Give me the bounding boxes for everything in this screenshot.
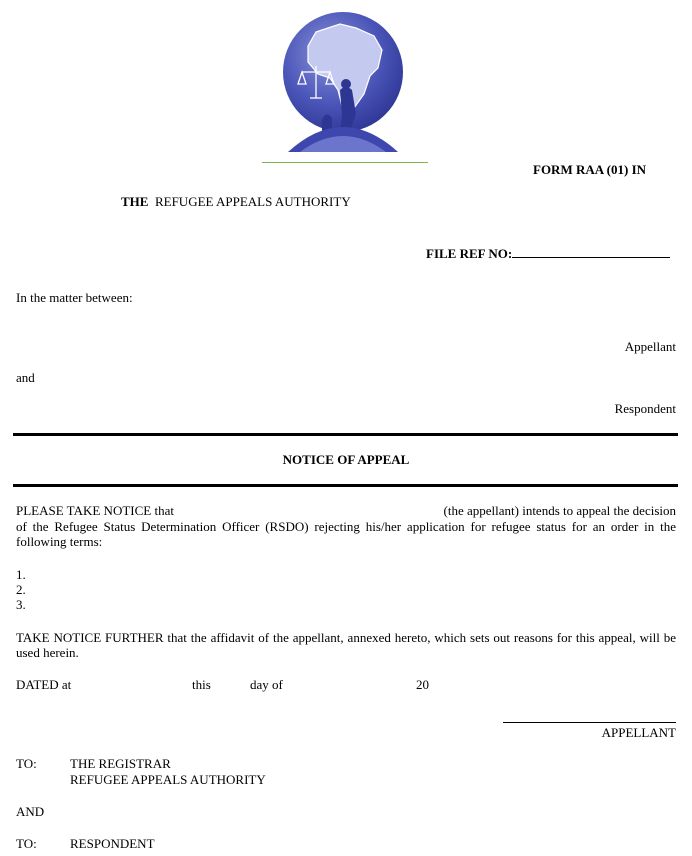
authority-name: REFUGEE APPEALS AUTHORITY	[154, 194, 351, 209]
dated-this: this	[192, 677, 211, 692]
respondent-label: Respondent	[614, 401, 676, 416]
dated-year: 20	[416, 677, 429, 692]
form-code: FORM RAA (01) IN	[533, 162, 647, 177]
divider-bottom	[13, 484, 678, 487]
file-ref-blank[interactable]	[512, 244, 670, 258]
logo-underline	[262, 162, 428, 163]
notice-appellant-clause: (the appellant) intends to appeal the decision	[443, 503, 676, 518]
term-item-3: 3.	[16, 597, 26, 612]
notice-title: NOTICE OF APPEAL	[282, 452, 410, 467]
signature-line[interactable]	[503, 722, 676, 723]
registrar-line-1: THE REGISTRAR	[70, 756, 171, 771]
authority-prefix: THE	[121, 194, 149, 209]
appellant-label: Appellant	[624, 339, 676, 354]
matter-text: In the matter between:	[16, 290, 133, 305]
and-caps-text: AND	[16, 804, 45, 819]
signature-label: APPELLANT	[601, 725, 676, 740]
dated-label: DATED at	[16, 677, 72, 692]
term-item-2: 2.	[16, 582, 26, 597]
notice-start: PLEASE TAKE NOTICE that	[16, 503, 174, 518]
authority-heading	[121, 194, 351, 209]
registrar-line-2: REFUGEE APPEALS AUTHORITY	[70, 772, 266, 787]
notice-further-paragraph: TAKE NOTICE FURTHER that the affidavit of the appellant, annexed hereto, which sets out reasons for this appeal, will be used herein.	[16, 630, 676, 660]
divider-top	[13, 433, 678, 436]
to-respondent-label: TO:	[16, 836, 37, 851]
to-registrar-label: TO:	[16, 756, 37, 771]
and-text: and	[16, 370, 35, 385]
notice-paragraph: of the Refugee Status Determination Officer (RSDO) rejecting his/her application for refugee status for an order in the following terms:	[16, 519, 676, 549]
dated-day-of: day of	[250, 677, 283, 692]
file-ref-row	[426, 244, 670, 261]
respondent-address-line: RESPONDENT	[70, 836, 155, 851]
term-item-1: 1.	[16, 567, 26, 582]
file-ref-label: FILE REF NO:	[426, 246, 513, 261]
authority-logo-emblem	[278, 10, 408, 155]
